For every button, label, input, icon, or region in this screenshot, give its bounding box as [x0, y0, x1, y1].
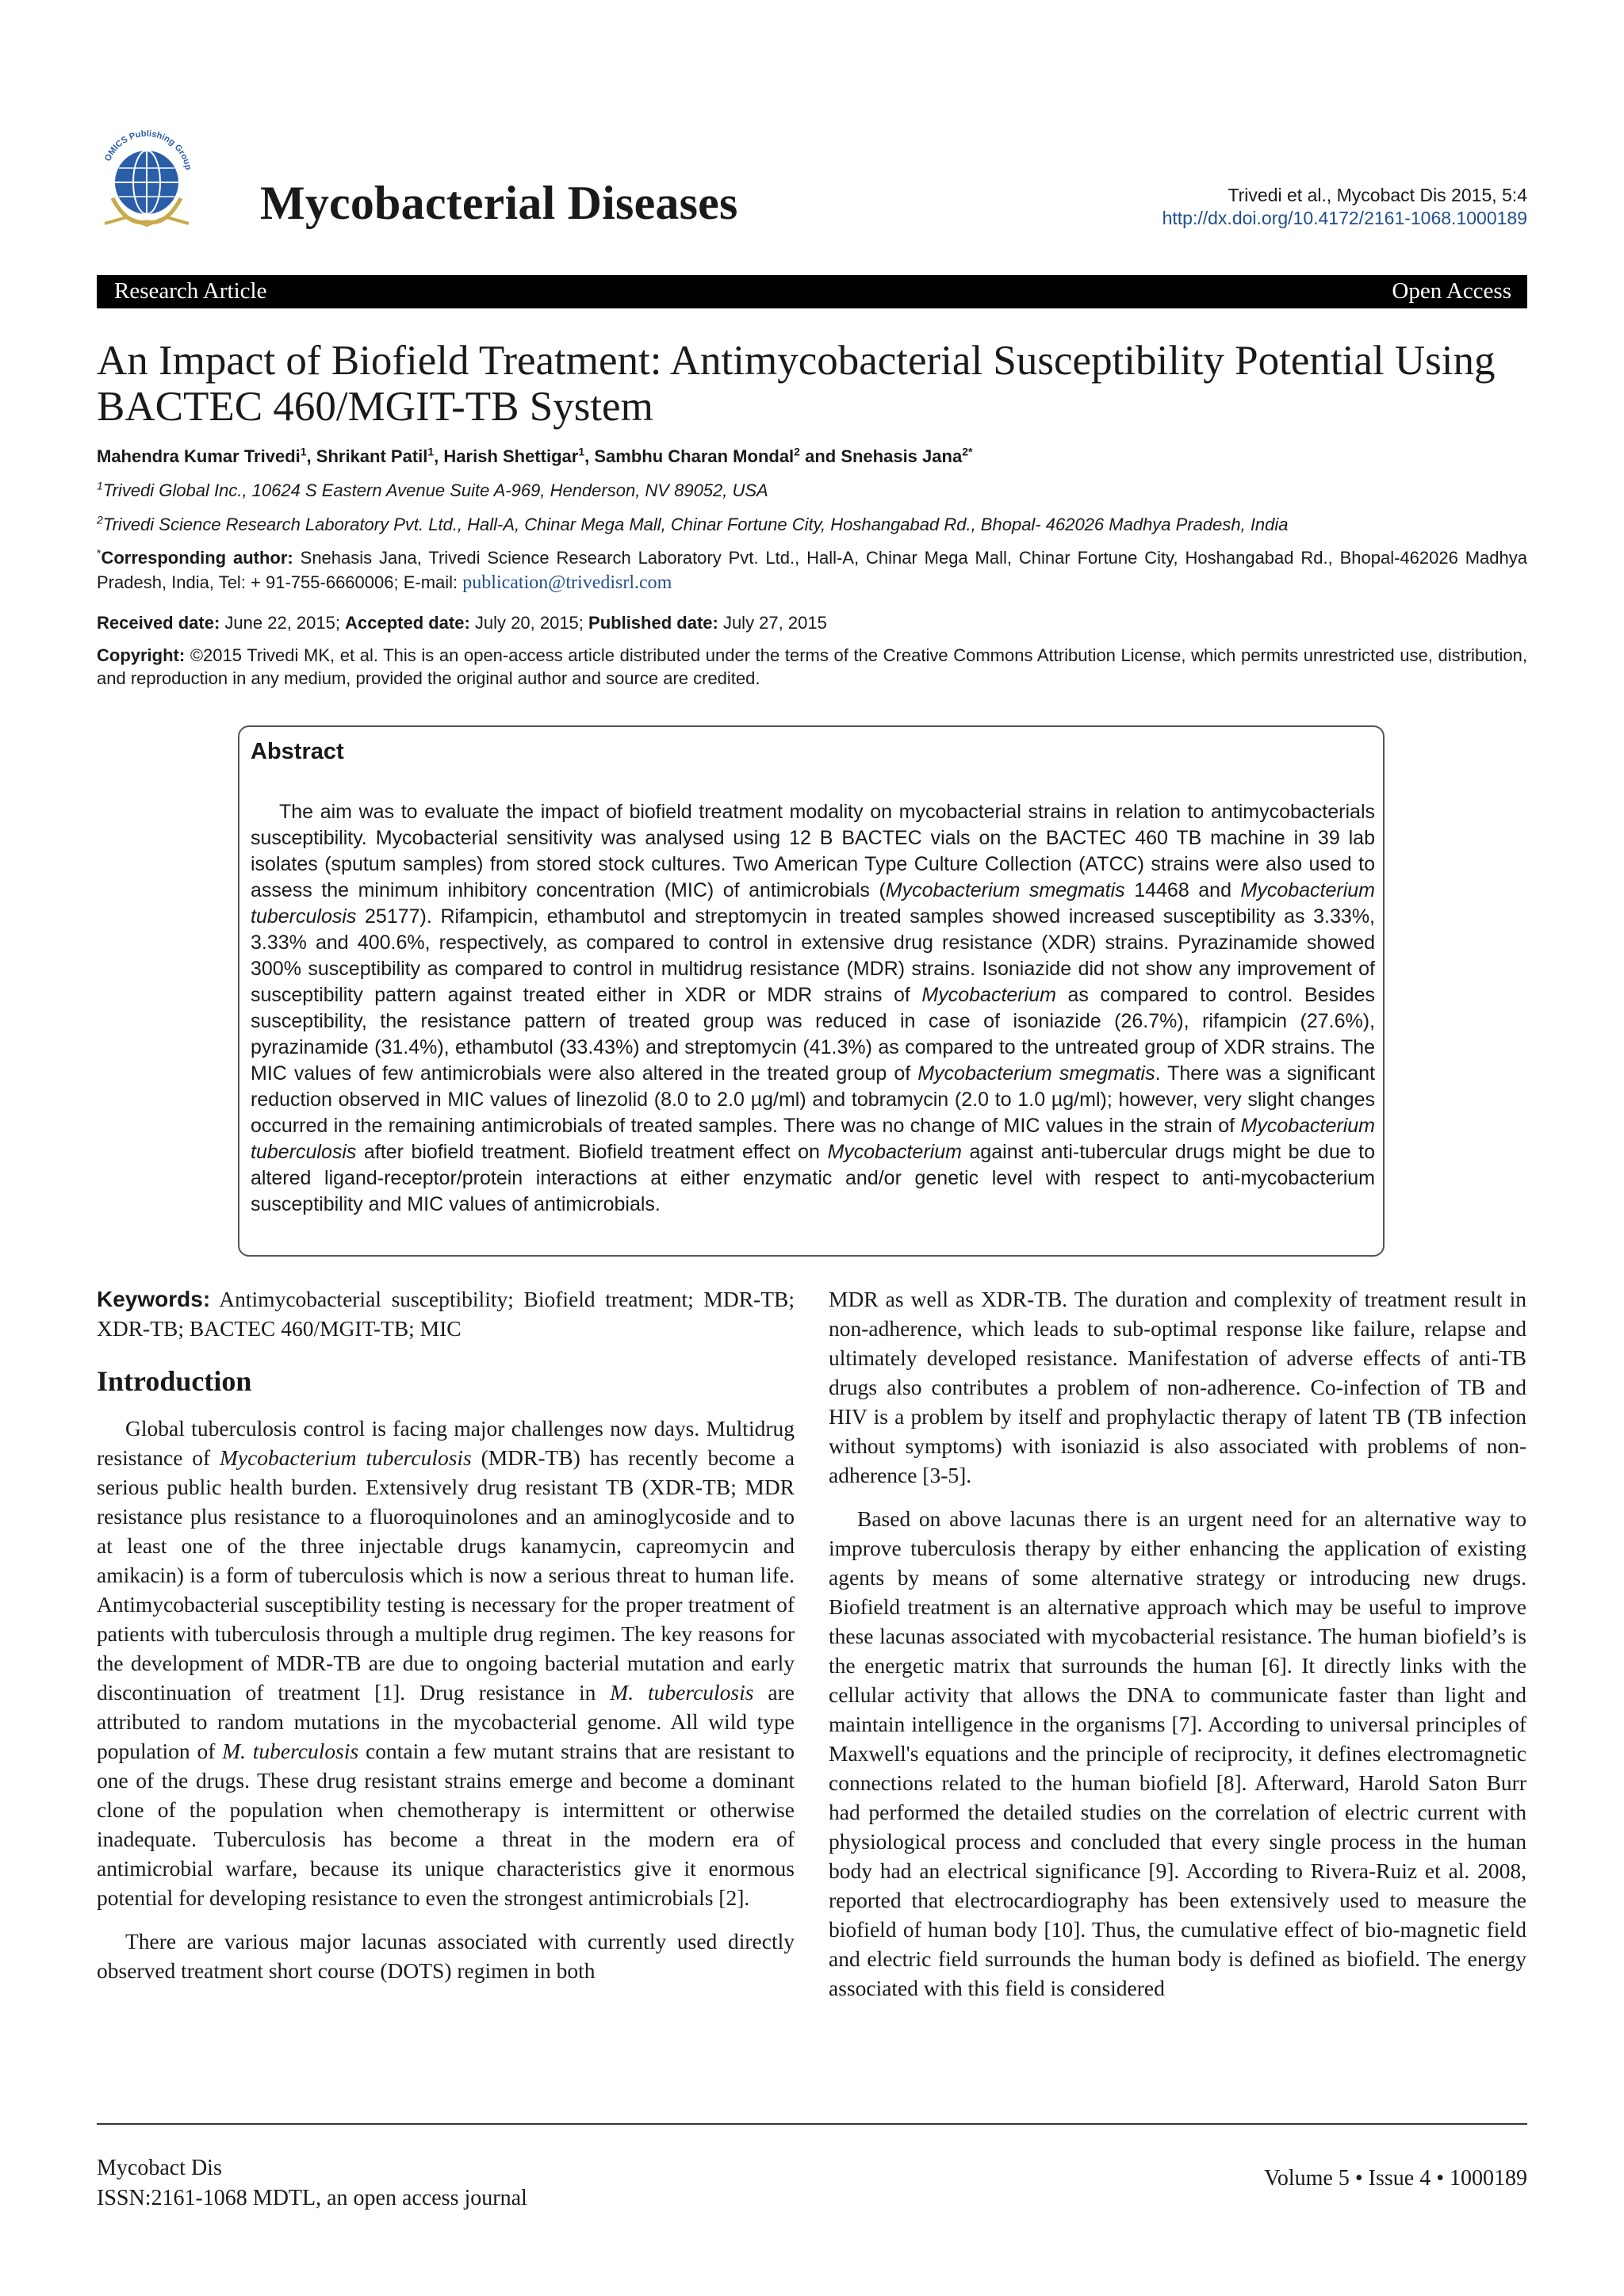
affiliation-2 [97, 512, 1527, 537]
author-name: Snehasis Jana [841, 446, 963, 466]
author-name: Mahendra Kumar Trivedi [97, 446, 301, 466]
italic-term: Mycobacterium tuberculosis [219, 1445, 472, 1470]
author-separator: , [434, 446, 444, 466]
italic-term: Mycobacterium smegmatis [885, 879, 1125, 901]
italic-term: Mycobacterium smegmatis [917, 1062, 1155, 1085]
body-paragraph [97, 1927, 795, 1985]
copyright-label: Copyright: [97, 645, 186, 665]
text-run: The aim was to evaluate the impact of biofield treatment modality on mycobacterial strains in relation to antimycobacterials susceptibility. Mycobacterial sensitivity was analysed using 12 B BACTEC vials on the BACTEC 460 TB machine in 39 lab isolates (sputum samples) from stored stock cultures. Two American Type Culture Collection (ATCC) strains were also used to assess the minimum inhibitory concentration (MIC) of antimicrobials ( [251, 801, 1375, 901]
journal-title: Mycobacterial Diseases [260, 177, 738, 229]
italic-term: Mycobacterium [827, 1141, 962, 1163]
email-link[interactable]: publication@trivedisrl.com [462, 572, 672, 593]
author-affiliation-marker: 1 [578, 445, 585, 458]
author-separator: and [799, 446, 841, 466]
footer-issn: ISSN:2161-1068 MDTL, an open access journal [97, 2186, 527, 2210]
author-affiliation-marker: 2 [794, 445, 800, 458]
author-separator: , [584, 446, 595, 466]
keywords-label: Keywords: [97, 1287, 211, 1311]
published-label: Published date: [588, 613, 718, 633]
article-type-label: Research Article [114, 278, 267, 304]
left-paragraphs [97, 1414, 795, 1985]
body-paragraph: MDR as well as XDR-TB. The duration and complexity of treatment result in non-adherence, which leads to sub-optimal response like failure, relapse and ultimately developed resistance. Manifestation of adverse effects of anti-TB drugs also contributes a problem of non-adherence. Co-infection of TB and HIV is a problem by itself and prophylactic therapy of latent TB (TB infection without symptoms) with isoniazid is also associated with problems of non-adherence [3-5]. [829, 1287, 1526, 1487]
text-run: after biofield treatment. Biofield treatment effect on [356, 1141, 828, 1163]
copyright-notice [97, 644, 1527, 690]
article-dates [97, 610, 1527, 635]
italic-term: Mycobacterium [921, 984, 1056, 1006]
author-name: Harish Shettigar [443, 446, 579, 466]
text-run: are attributed to random mutations in the mycobacterial genome. All wild type population of [97, 1680, 795, 1763]
affiliation-marker: 2 [97, 513, 103, 526]
text-run: against anti-tubercular drugs might be due to altered ligand-receptor/protein interactions at either enzymatic and/or genetic level with respect to anti-mycobacterium susceptibility and MIC values of antimicrobials. [251, 1141, 1376, 1215]
citation-block [1162, 184, 1527, 230]
corresponding-label: Corresponding author: [101, 548, 293, 568]
affiliation-1 [97, 478, 1527, 503]
footer-journal-abbrev: Mycobact Dis [97, 2156, 222, 2180]
author-list [97, 444, 1527, 469]
footer-divider [97, 2123, 1527, 2125]
footer-volume-info: Volume 5 • Issue 4 • 1000189 [1264, 2166, 1527, 2191]
affiliation-text: Trivedi Science Research Laboratory Pvt. Ltd., Hall-A, Chinar Mega Mall, Chinar Fortune City, Hoshangabad Rd., Bhopal- 462026 Madhya Pradesh, India [102, 515, 1289, 534]
text-run: contain a few mutant strains that are resistant to one of the drugs. These drug resistant strains emerge and become a dominant clone of the population when chemotherapy is intermittent or otherwise inadequate. Tuberculosis has become a threat in the modern era of antimicrobial warfare, because its unique characteristics give it enormous potential for developing resistance to even the strongest antimicrobials [2]. [97, 1739, 795, 1910]
keywords [97, 1284, 795, 1343]
right-column [829, 1284, 1526, 2017]
affiliation-marker: 1 [97, 479, 103, 492]
accepted-label: Accepted date: [345, 613, 470, 633]
text-run: 14468 and [1124, 879, 1241, 901]
received-date: June 22, 2015; [220, 613, 346, 633]
corresponding-author [97, 545, 1527, 595]
doi-link[interactable]: http://dx.doi.org/10.4172/2161-1068.1000189 [1162, 208, 1527, 228]
text-run: 25177). Rifampicin, ethambutol and streptomycin in treated samples showed increased susceptibility as 3.33%, 3.33% and 400.6%, respectively, as compared to control in extensive drug resistance (XDR) strains. Pyrazinamide showed 300% susceptibility as compared to control in multidrug resistance (MDR) strains. Isoniazide did not show any improvement of susceptibility pattern against treated either in XDR or MDR strains of [251, 905, 1375, 1006]
corresponding-marker: * [97, 546, 102, 560]
open-access-label: Open Access [1392, 278, 1511, 304]
author-name: Shrikant Patil [316, 446, 428, 466]
left-column [97, 1284, 795, 1999]
italic-term: M. tuberculosis [222, 1739, 359, 1763]
author-affiliation-marker: 1 [427, 445, 435, 458]
received-label: Received date: [97, 613, 220, 633]
logo-text: OMICS Publishing Group [103, 128, 193, 171]
italic-term: M. tuberculosis [610, 1680, 754, 1705]
publisher-logo [95, 119, 198, 230]
abstract-heading: Abstract [251, 739, 344, 764]
text-run: (MDR-TB) has recently become a serious public health burden. Extensively drug resistant TB (XDR-TB; MDR resistance plus resistance to a fluoroquinolones and an aminoglycoside and to at least one of the three injectable drugs kanamycin, capreomycin and amikacin) is a form of tuberculosis which is now a serious threat to human life. Antimycobacterial susceptibility testing is necessary for the proper treatment of patients with tuberculosis through a multiple drug regimen. The key reasons for the development of MDR-TB are due to ongoing bacterial mutation and early discontinuation of treatment [1]. Drug resistance in [97, 1445, 795, 1705]
citation-line: Trivedi et al., Mycobact Dis 2015, 5:4 [1228, 185, 1527, 205]
text-run: . There was a significant reduction observed in MIC values of linezolid (8.0 to 2.0 µg/ml) and tobramycin (2.0 to 1.0 µg/ml); however, very slight changes occurred in the remaining antimicrobials of treated samples. There was no change of MIC values in the strain of [251, 1062, 1375, 1137]
affiliation-text: Trivedi Global Inc., 10624 S Eastern Avenue Suite A-969, Henderson, NV 89052, USA [102, 480, 768, 500]
accepted-date: July 20, 2015; [469, 613, 589, 633]
body-paragraph [97, 1414, 795, 1912]
section-heading-introduction: Introduction [97, 1365, 252, 1397]
text-run: as compared to control. Besides susceptibility, the resistance pattern of treated group was reduced in case of isoniazide (26.7%), rifampicin (27.6%), pyrazinamide (31.4%), ethambutol (33.43%) and streptomycin (41.3%) as compared to the untreated group of XDR strains. The MIC values of few antimicrobials were also altered in the treated group of [251, 984, 1375, 1085]
article-type-banner [97, 275, 1527, 308]
author-name: Sambhu Charan Mondal [594, 446, 795, 466]
body-paragraph: Based on above lacunas there is an urgent need for an alternative way to improve tuberculosis therapy by either enhancing the application of existing agents by means of some alternative strategy or introducing new drugs. Biofield treatment is an alternative approach which may be useful to improve these lacunas associated with mycobacterial resistance. The human biofield’s is the energetic matrix that surrounds the human [6]. It directly links with the cellular activity that allows the DNA to communicate faster than light and maintain intelligence in the organisms [7]. According to universal principles of Maxwell's equations and the principle of reciprocity, it defines electromagnetic connections related to the human biofield [8]. Afterward, Harold Saton Burr had performed the detailed studies on the correlation of electric current with physiological process and concluded that every single process in the human body had an electrical significance [9]. According to Rivera-Ruiz et al. 2008, reported that electrocardiography has been extensively used to measure the biofield of human body [10]. Thus, the cumulative effect of bio-magnetic field and electric field surrounds the human body is defined as biofield. The energy associated with this field is considered [829, 1506, 1526, 2000]
text-run: There are various major lacunas associated with currently used directly observed treatment short course (DOTS) regimen in both [97, 1929, 795, 1983]
author-affiliation-marker: 1 [300, 445, 307, 458]
abstract-text [251, 799, 1375, 1218]
footer-journal-info [97, 2153, 527, 2214]
published-date: July 27, 2015 [718, 613, 827, 633]
text-run: Global tuberculosis control is facing major challenges now days. Multidrug resistance of [97, 1416, 795, 1470]
article-title: An Impact of Biofield Treatment: Antimycobacterial Susceptibility Potential Using BACTEC 460/MGIT-TB System [97, 338, 1496, 430]
author-separator: , [306, 446, 316, 466]
author-affiliation-marker: 2* [962, 445, 973, 458]
italic-term: Mycobacterium tuberculosis [251, 879, 1375, 928]
keywords-text: Antimycobacterial susceptibility; Biofield treatment; MDR-TB; XDR-TB; BACTEC 460/MGIT-TB; MIC [97, 1287, 795, 1341]
italic-term: Mycobacterium tuberculosis [251, 1115, 1375, 1163]
corresponding-text: Snehasis Jana, Trivedi Science Research Laboratory Pvt. Ltd., Hall-A, Chinar Mega Mall, Chinar Fortune City, Hoshangabad Rd., Bhopal-462026 Madhya Pradesh, India, Tel: + 91-755-6660006; E-mail: [97, 548, 1527, 592]
copyright-text: ©2015 Trivedi MK, et al. This is an open-access article distributed under the terms of the Creative Commons Attribution License, which permits unrestricted use, distribution, and reproduction in any medium, provided the original author and source are credited. [97, 645, 1527, 688]
